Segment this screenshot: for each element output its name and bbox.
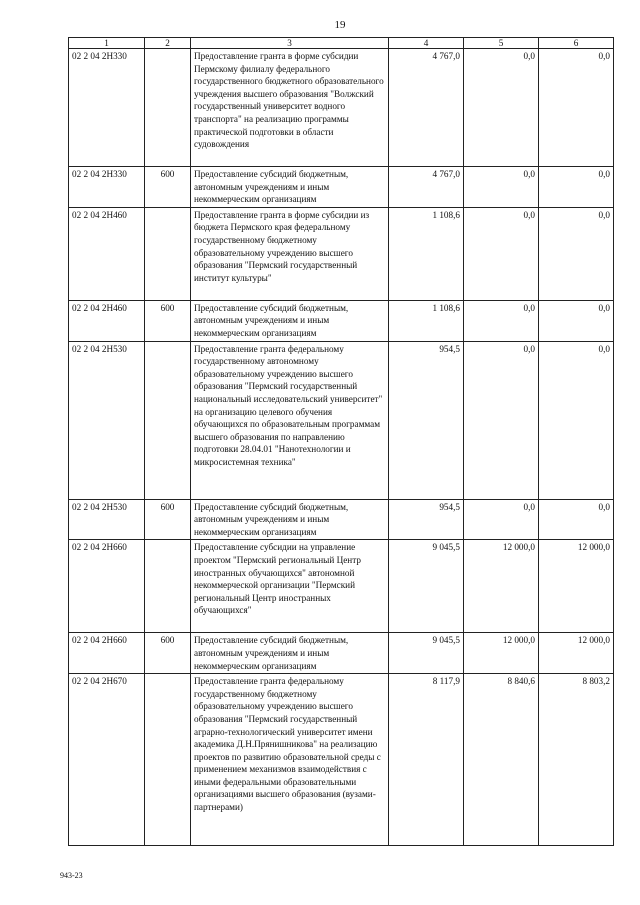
expense-kind-cell <box>145 207 191 300</box>
amount-col4-cell: 1 108,6 <box>389 300 464 341</box>
column-header: 5 <box>464 38 539 49</box>
amount-col4-cell: 954,5 <box>389 499 464 540</box>
amount-col6-cell: 0,0 <box>539 499 614 540</box>
amount-col5-cell: 0,0 <box>464 300 539 341</box>
amount-col5-cell: 0,0 <box>464 167 539 208</box>
description-cell: Предоставление гранта в форме субсидии Пермскому филиалу федерального государственного бюджетного образовательного учреждения высшего образования "Волжский государственный университет водного транспорта" на реализацию программы практической подготовки в области судовождения <box>191 49 389 167</box>
table-row <box>69 167 614 208</box>
amount-col4-cell: 8 117,9 <box>389 674 464 846</box>
description-cell: Предоставление гранта в форме субсидии из бюджета Пермского края федеральному государственному бюджетному образовательному учреждению высшего образования "Пермский государственный институт культуры" <box>191 207 389 300</box>
budget-table <box>68 37 614 846</box>
amount-col5-cell: 0,0 <box>464 207 539 300</box>
target-code-cell: 02 2 04 2Н460 <box>69 207 145 300</box>
target-code-cell: 02 2 04 2Н530 <box>69 341 145 499</box>
table-row <box>69 207 614 300</box>
expense-kind-cell <box>145 49 191 167</box>
amount-col5-cell: 12 000,0 <box>464 540 539 633</box>
description-cell: Предоставление гранта федеральному государственному бюджетному образовательному учреждению высшего образования "Пермский государственный аграрно-технологический университет имени академика Д.Н.Прянишникова" на реализацию проектов по развитию образовательной среды с применением механизмов взаимодействия с иными федеральными образовательными организациями высшего образования (вузами-партнерами) <box>191 674 389 846</box>
expense-kind-cell <box>145 341 191 499</box>
amount-col5-cell: 8 840,6 <box>464 674 539 846</box>
table-row <box>69 341 614 499</box>
amount-col5-cell: 0,0 <box>464 499 539 540</box>
column-header: 1 <box>69 38 145 49</box>
amount-col5-cell: 0,0 <box>464 49 539 167</box>
description-cell: Предоставление субсидий бюджетным, автономным учреждениям и иным некоммерческим организациям <box>191 167 389 208</box>
table-row <box>69 49 614 167</box>
amount-col6-cell: 0,0 <box>539 167 614 208</box>
column-header: 2 <box>145 38 191 49</box>
column-header: 6 <box>539 38 614 49</box>
amount-col4-cell: 4 767,0 <box>389 49 464 167</box>
expense-kind-cell: 600 <box>145 499 191 540</box>
target-code-cell: 02 2 04 2Н330 <box>69 167 145 208</box>
table-row <box>69 674 614 846</box>
amount-col4-cell: 9 045,5 <box>389 540 464 633</box>
amount-col6-cell: 8 803,2 <box>539 674 614 846</box>
target-code-cell: 02 2 04 2Н660 <box>69 540 145 633</box>
expense-kind-cell <box>145 540 191 633</box>
table-row <box>69 633 614 674</box>
description-cell: Предоставление субсидий бюджетным, автономным учреждениям и иным некоммерческим организациям <box>191 499 389 540</box>
table-row <box>69 300 614 341</box>
expense-kind-cell: 600 <box>145 300 191 341</box>
expense-kind-cell: 600 <box>145 167 191 208</box>
target-code-cell: 02 2 04 2Н460 <box>69 300 145 341</box>
amount-col4-cell: 4 767,0 <box>389 167 464 208</box>
target-code-cell: 02 2 04 2Н670 <box>69 674 145 846</box>
amount-col5-cell: 0,0 <box>464 341 539 499</box>
table-row <box>69 499 614 540</box>
expense-kind-cell <box>145 674 191 846</box>
target-code-cell: 02 2 04 2Н660 <box>69 633 145 674</box>
expense-kind-cell: 600 <box>145 633 191 674</box>
amount-col5-cell: 12 000,0 <box>464 633 539 674</box>
amount-col6-cell: 0,0 <box>539 49 614 167</box>
description-cell: Предоставление субсидий бюджетным, автономным учреждениям и иным некоммерческим организациям <box>191 300 389 341</box>
amount-col6-cell: 12 000,0 <box>539 633 614 674</box>
description-cell: Предоставление субсидии на управление проектом "Пермский региональный Центр иностранных обучающихся" автономной некоммерческой организации "Пермский региональный Центр иностранных обучающихся" <box>191 540 389 633</box>
description-cell: Предоставление субсидий бюджетным, автономным учреждениям и иным некоммерческим организациям <box>191 633 389 674</box>
description-cell: Предоставление гранта федеральному государственному автономному образовательному учреждению высшего образования "Пермский государственный национальный исследовательский университет" на организацию целевого обучения обучающихся по образовательным программам высшего образования по направлению подготовки 28.04.01 "Нанотехнологии и микросистемная техника" <box>191 341 389 499</box>
amount-col4-cell: 954,5 <box>389 341 464 499</box>
document-footer-code: 943-23 <box>60 871 83 880</box>
amount-col6-cell: 0,0 <box>539 341 614 499</box>
amount-col4-cell: 9 045,5 <box>389 633 464 674</box>
amount-col4-cell: 1 108,6 <box>389 207 464 300</box>
amount-col6-cell: 12 000,0 <box>539 540 614 633</box>
target-code-cell: 02 2 04 2Н530 <box>69 499 145 540</box>
table-row <box>69 540 614 633</box>
column-header: 3 <box>191 38 389 49</box>
amount-col6-cell: 0,0 <box>539 207 614 300</box>
amount-col6-cell: 0,0 <box>539 300 614 341</box>
table-header-row <box>69 38 614 49</box>
page-number: 19 <box>334 19 346 31</box>
target-code-cell: 02 2 04 2Н330 <box>69 49 145 167</box>
column-header: 4 <box>389 38 464 49</box>
